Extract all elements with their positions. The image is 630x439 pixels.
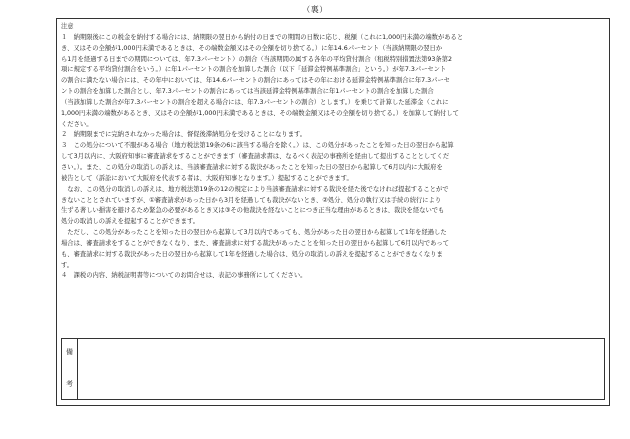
remarks-box — [61, 338, 605, 400]
notes-line: 被告として（訴訟において大阪府を代表する者は、大阪府知事となります。）提起することができます。 — [61, 174, 353, 182]
notes-line: 場合は、審査請求をすることができなくなり、また、審査請求に対する裁決があったことを知った日の翌日から起算して6月以内であって — [61, 239, 449, 247]
remarks-label — [62, 339, 78, 399]
notes-line: 生ずる著しい損害を避けるため緊急の必要があるとき又は③その他裁決を経ないことにつき正当な理由があるときは、裁決を経ないでも — [61, 207, 445, 215]
notes-line: の割合に満たない場合には、その年中においては、年14.6パーセントの割合にあってはその年における延滞金特例基準割合に年7.3パーセ — [61, 77, 450, 85]
remarks-label-char-1: 備 — [66, 348, 73, 356]
notes-line: ２ 納期限までに完納されなかった場合は、督促後滞納処分を受けることになります。 — [61, 131, 307, 139]
notes-line: き、又はその全額が1,000円未満であるときは、その端数金額又はその全額を切り捨てる。）に年14.6パーセント（当該納期限の翌日か — [61, 44, 443, 52]
notes-line: ４ 課税の内容、納税証明書等についてのお問合せは、表記の事務所にしてください。 — [61, 272, 307, 280]
notes-line: も、審査請求に対する裁決があった日の翌日から起算して1年を経過した場合は、処分の取消しの訴えを提起することができなくなりま — [61, 250, 443, 258]
notes-line: きないこととされていますが、①審査請求があった日から3月を経過しても裁決がないとき、②処分、処分の執行又は手続の続行により — [61, 196, 442, 204]
notes-line: ントの割合を加算した割合とし、年7.3パーセントの割合にあっては当該延滞金特例基準割合に年1パーセントの割合を加算した割合 — [61, 88, 434, 96]
notes-line: して3月以内に、大阪府知事に審査請求をすることができます（審査請求書は、なるべく表記の事務所を経由して提出することとしてくだ — [61, 153, 450, 161]
notes-line: さい。）。また、この処分の取消しの訴えは、当該審査請求に対する裁決があったことを知った日の翌日から起算して6月以内に大阪府を — [61, 163, 443, 171]
page-side-label: （裏） — [302, 5, 328, 14]
notes-line: 1,000円未満の端数があるとき、又はその全額が1,000円未満であるときは、その端数金額又はその全額を切り捨てる。）を加算して納付して — [61, 109, 459, 117]
notes-line: 処分の取消しの訴えを提起することができます。 — [61, 218, 200, 226]
notes-line: （当該加算した割合が年7.3パーセントの割合を超える場合には、年7.3パーセントの割合）とします。）を乗じて計算した延滞金（これに — [61, 98, 449, 106]
notes-line: ただし、この処分があったことを知った日の翌日から起算して3月以内であっても、処分があった日の翌日から起算して1年を経過した — [61, 229, 447, 237]
notes-line: ３ この処分について不服がある場合（地方税法第19条の6に該当する場合を除く。）は、この処分があったことを知った日の翌日から起算 — [61, 142, 454, 150]
notes-line: ください。 — [61, 120, 93, 128]
notes-body — [61, 33, 607, 282]
notes-title: 注意 — [61, 23, 74, 30]
notice-frame — [56, 18, 610, 406]
notes-line: す。 — [61, 261, 74, 269]
remarks-label-char-2: 考 — [66, 380, 73, 388]
notes-line: 項に規定する平均貸付割合をいう。）に年1パーセントの割合を加算した割合（以下「延滞金特例基準割合」という。）が年7.3パーセント — [61, 66, 447, 74]
notes-line: ら1月を経過する日までの期間については、年7.3パーセント）の割合（当該期間の属する各年の平均貸付割合（租税特別措置法第93条第2 — [61, 55, 453, 63]
notes-line: １ 納期限後にこの税金を納付する場合には、納期限の翌日から納付の日までの期間の日数に応じ、税額（これに1,000円未満の端数があると — [61, 33, 464, 41]
notes-line: なお、この処分の取消しの訴えは、地方税法第19条の12の規定により当該審査請求に対する裁決を経た後でなければ提起することがで — [61, 185, 449, 193]
notes-section — [61, 22, 607, 282]
